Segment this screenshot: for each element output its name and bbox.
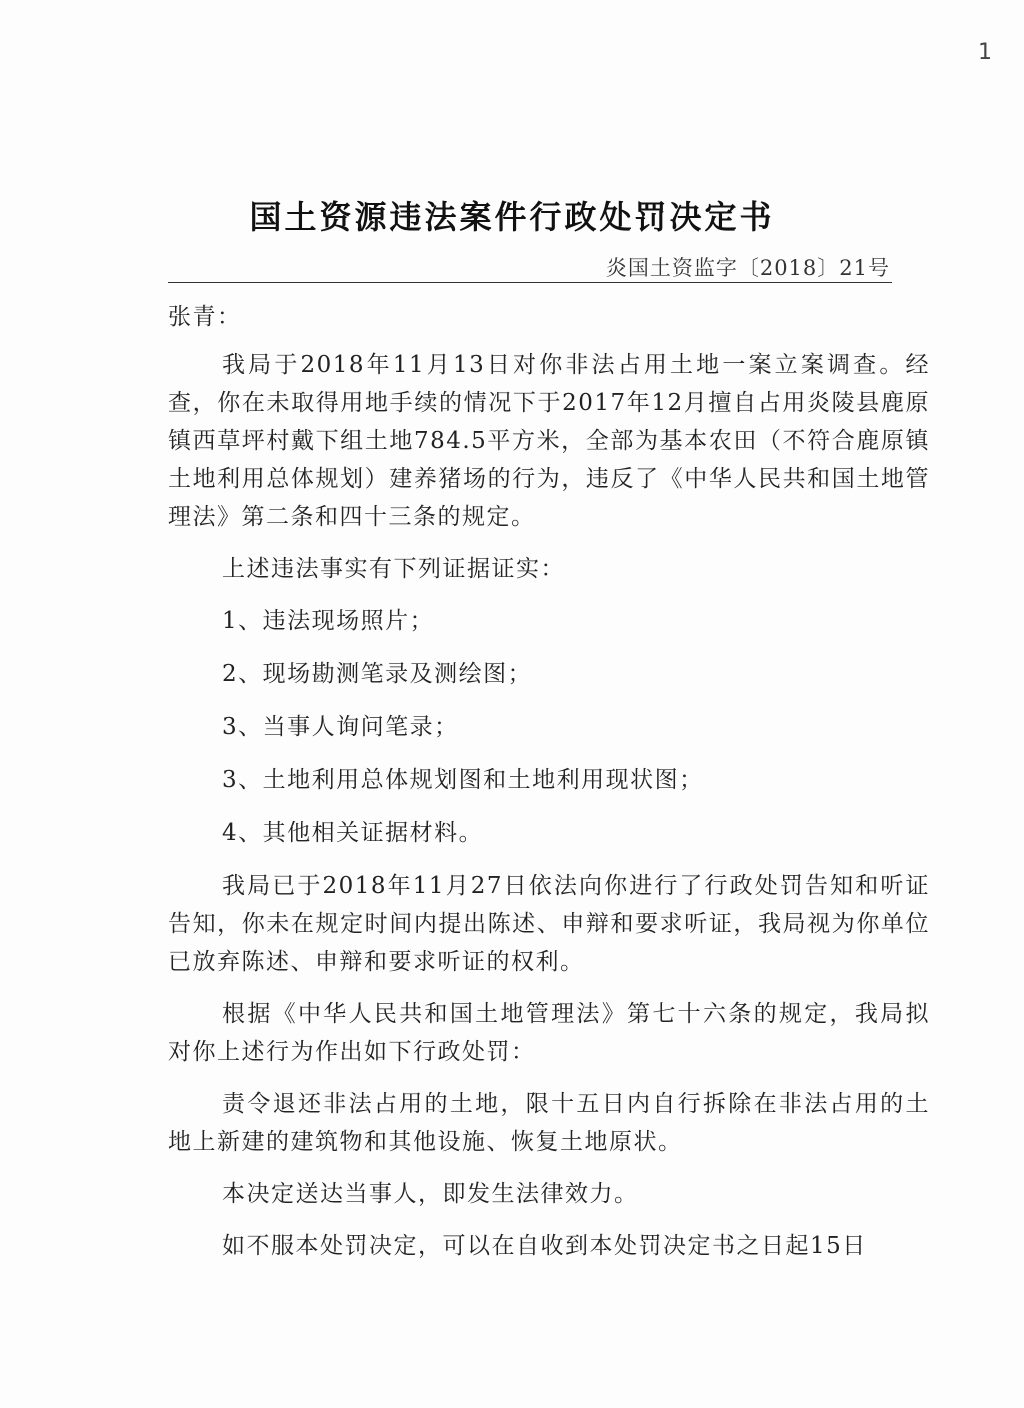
document-title: 国土资源违法案件行政处罚决定书 bbox=[249, 198, 775, 236]
paragraph-effective: 本决定送达当事人，即发生法律效力。 bbox=[222, 1181, 639, 1207]
paragraph-penalty: 责令退还非法占用的土地，限十五日内自行拆除在非法占用的土地上新建的建筑物和其他设施、恢复土地原状。 bbox=[168, 1091, 930, 1155]
paragraph-investigation: 我局于2018年11月13日对你非法占用土地一案立案调查。经查，你在未取得用地手续的情况下于2017年12月擅自占用炎陵县鹿原镇西草坪村戴下组土地784.5平方米，全部为基本农田（不符合鹿原镇土地利用总体规划）建养猪场的行为，违反了《中华人民共和国土地管理法》第二条和四十三条的规定。 bbox=[168, 352, 930, 530]
paragraph-legal-basis: 根据《中华人民共和国土地管理法》第七十六条的规定，我局拟对你上述行为作出如下行政处罚： bbox=[168, 1001, 930, 1065]
addressee: 张青： bbox=[168, 304, 242, 330]
document-body bbox=[168, 298, 930, 1279]
evidence-item: 2、现场勘测笔录及测绘图； bbox=[222, 661, 533, 687]
evidence-item: 1、违法现场照片； bbox=[222, 608, 435, 634]
paragraph-appeal: 如不服本处罚决定，可以在自收到本处罚决定书之日起15日 bbox=[222, 1233, 867, 1259]
paragraph-notification: 我局已于2018年11月27日依法向你进行了行政处罚告知和听证告知，你未在规定时间内提出陈述、申辩和要求听证，我局视为你单位已放弃陈述、申辩和要求听证的权利。 bbox=[168, 873, 930, 975]
evidence-item: 3、当事人询问笔录； bbox=[222, 714, 459, 740]
header-divider bbox=[168, 282, 892, 283]
paragraph-evidence-intro: 上述违法事实有下列证据证实： bbox=[222, 556, 565, 582]
page-number: 1 bbox=[978, 40, 992, 65]
evidence-item: 3、土地利用总体规划图和土地利用现状图； bbox=[222, 767, 704, 793]
document-number: 炎国土资监字〔2018〕21号 bbox=[605, 256, 890, 280]
evidence-item: 4、其他相关证据材料。 bbox=[222, 820, 484, 846]
